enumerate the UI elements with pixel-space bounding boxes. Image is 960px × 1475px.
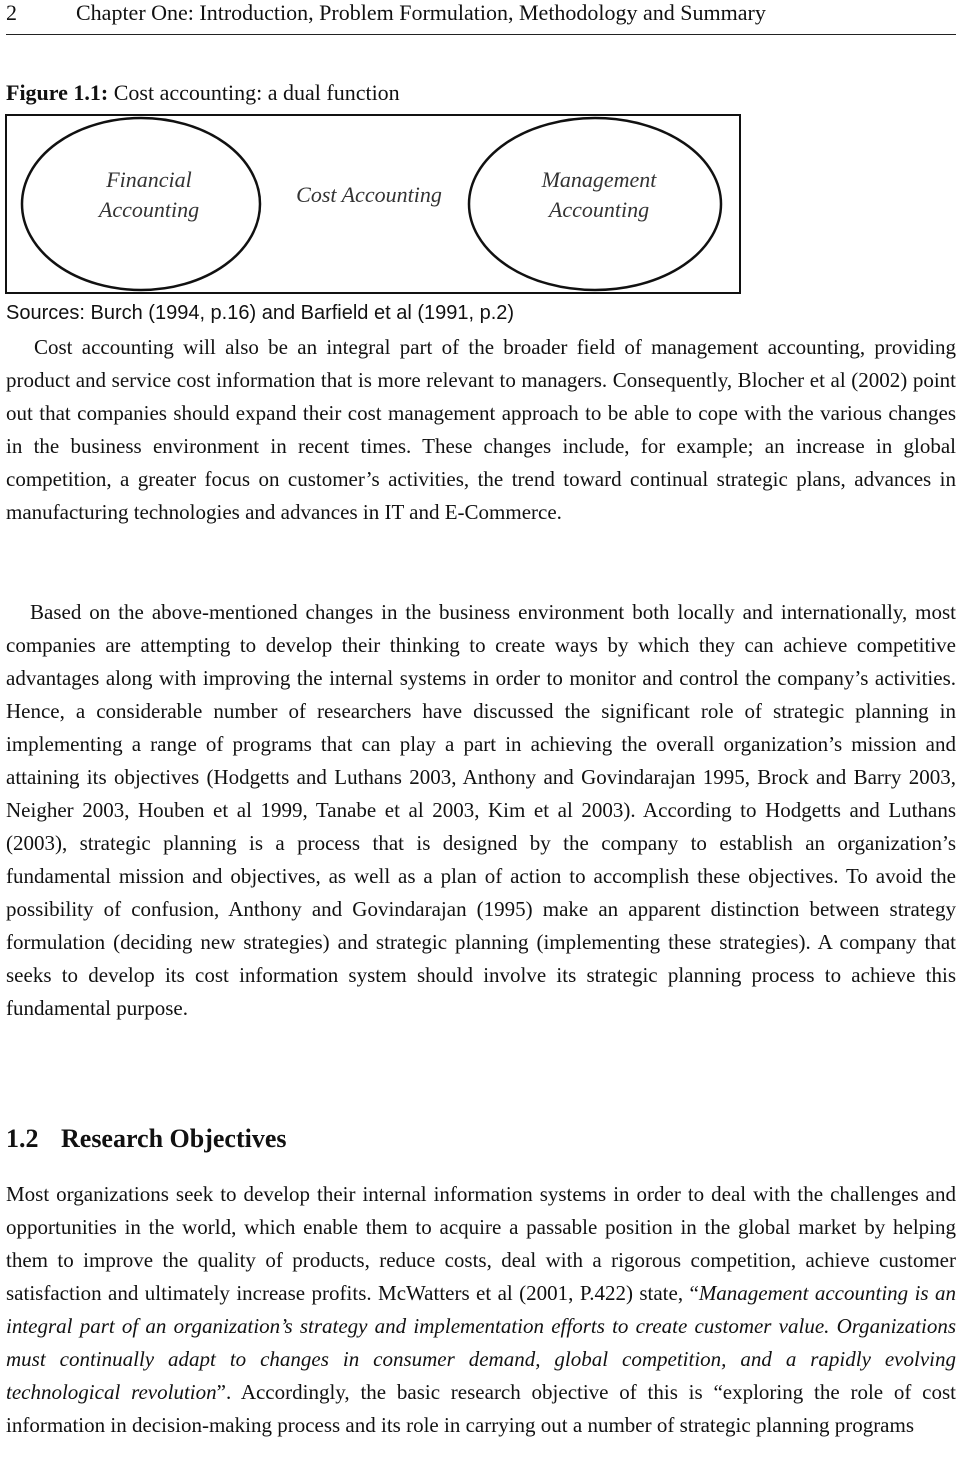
figure-caption-label: Figure 1.1: [6, 80, 109, 105]
section-heading [6, 1122, 287, 1156]
figure-caption [6, 80, 400, 106]
chapter-title: Chapter One: Introduction, Problem Formulation, Methodology and Summary [76, 0, 766, 25]
body-paragraph-1: Cost accounting will also be an integral part of the broader field of management accounting, providing product and service cost information that is more relevant to managers. Consequently, Blocher et al (2002) point out that companies should expand their cost management approach to be able to cope with the various changes in the business environment in recent times. These changes include, for example; an increase in global competition, a greater focus on customer’s activities, the trend toward continual strategic plans, advances in manufacturing technologies and advances in IT and E-Commerce. [6, 335, 956, 524]
section-title: Research Objectives [61, 1124, 287, 1153]
cost-accounting-label: Cost Accounting [296, 182, 442, 207]
management-label-line1: Management [541, 167, 657, 192]
financial-label-line2: Accounting [98, 197, 200, 222]
page-number: 2 [6, 0, 17, 25]
running-header [6, 0, 956, 35]
section-quote: Management accounting is an integral part of an organization’s strategy and implementation efforts to create customer value. Organizations must continually adapt to changes in consumer demand, global competition, and a rapidly evolving technological revolution [6, 1281, 957, 1404]
section-paragraph-start: Most organizations seek to develop their internal information systems in order to deal with the challenges and opportunities in the world, which enable them to acquire a passable position in the global market by helping them to improve the quality of products, reduce costs, deal with a rigorous competition, achieve customer satisfaction and ultimately increase profits. McWatters et al (2001, P.422) state, “ [6, 1182, 956, 1305]
figure-sources: Sources: Burch (1994, p.16) and Barfield et al (1991, p.2) [6, 302, 515, 324]
financial-label-line1: Financial [106, 167, 192, 192]
body-paragraph-2: Based on the above-mentioned changes in the business environment both locally and internationally, most companies are attempting to develop their thinking to create ways by which they can achieve competitive advantages along with improving the internal systems in order to monitor and control the company’s activities. Hence, a considerable number of researchers have discussed the significant role of strategic planning in implementing a range of programs that can play a part in achieving the overall organization’s mission and attaining its objectives (Hodgetts and Luthans 2003, Anthony and Govindarajan 1995, Brock and Barry 2003, Neigher 2003, Houben et al 1999, Tanabe et al 2003, Kim et al 2003). According to Hodgetts and Luthans (2003), strategic planning is a process that is designed by the company to establish an organization’s fundamental mission and objectives, as well as a plan of action to accomplish these objectives. To avoid the possibility of confusion, Anthony and Govindarajan (1995) make an apparent distinction between strategy formulation (deciding new strategies) and strategic planning (implementing these strategies). A company that seeks to develop its cost information system should involve its strategic planning process to achieve this fundamental purpose. [6, 600, 956, 1020]
figure-caption-text: Cost accounting: a dual function [108, 80, 400, 105]
section-paragraph-end: ”. Accordingly, the basic research objective of this is “exploring the role of cost information in decision-making process and its role in carrying out a number of strategic planning programs [6, 1380, 957, 1437]
venn-diagram [7, 116, 739, 292]
section-paragraph [6, 1178, 956, 1442]
figure-diagram [5, 114, 741, 294]
section-number: 1.2 [6, 1124, 39, 1153]
management-label-line2: Accounting [548, 197, 650, 222]
